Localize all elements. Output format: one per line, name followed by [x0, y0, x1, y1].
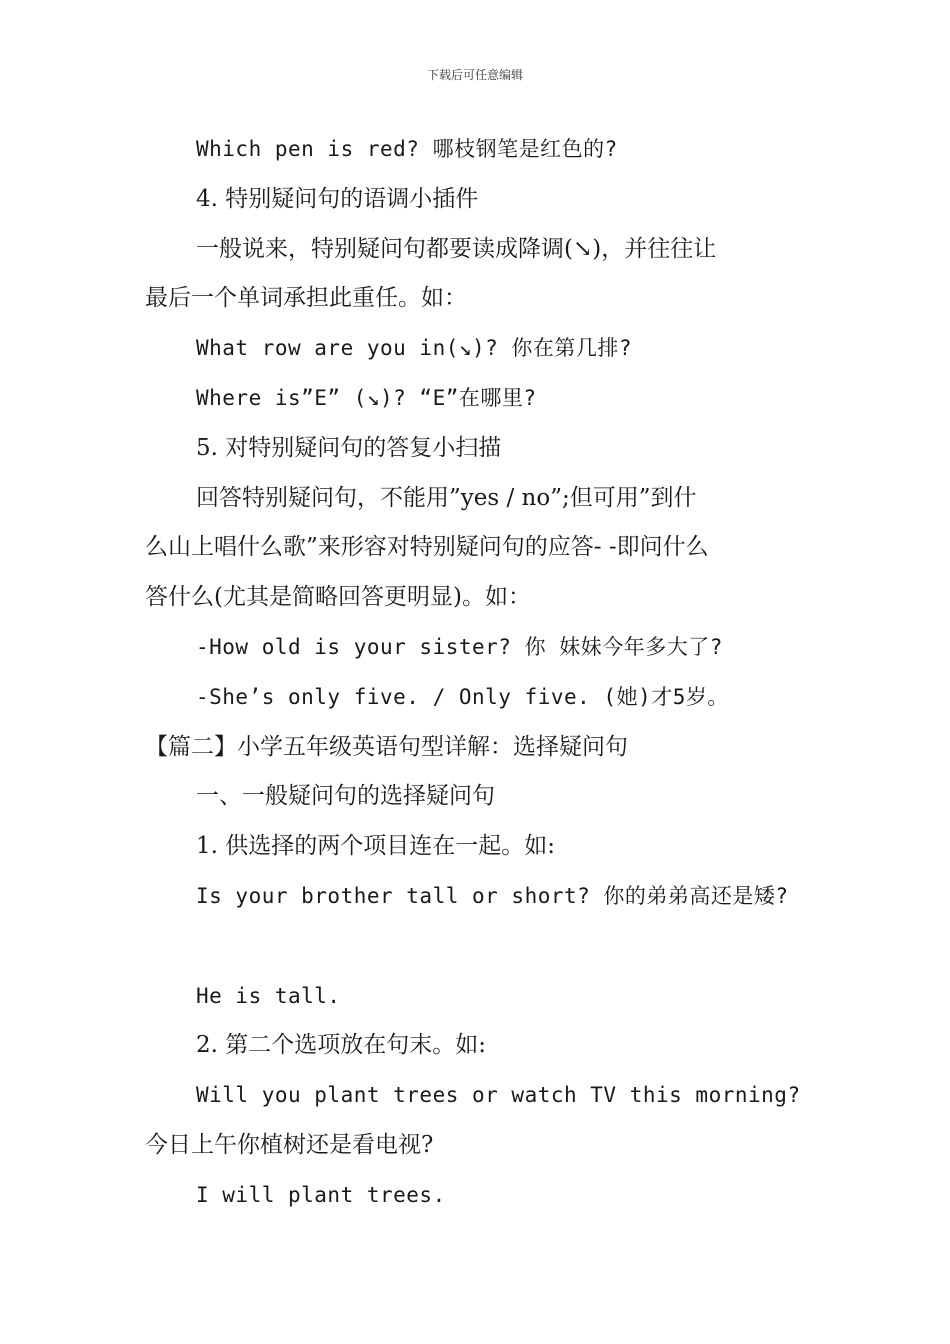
- text-line: 一般说来，特别疑问句都要读成降调(↘)，并往往让: [196, 235, 717, 262]
- text-line: 今日上午你植树还是看电视?: [145, 1131, 434, 1158]
- text-line: 2. 第二个选项放在句末。如:: [196, 1032, 487, 1059]
- text-line: 回答特别疑问句，不能用”yes / no”;但可用”到什: [196, 484, 697, 511]
- section-heading: 4. 特别疑问句的语调小插件: [196, 185, 479, 212]
- example-line: He is tall.: [196, 983, 341, 1008]
- document-body: [145, 125, 815, 1221]
- text-line: 1. 供选择的两个项目连在一起。如:: [196, 833, 556, 860]
- example-line: -She’s only five. / Only five. (她)才5岁。: [196, 684, 729, 709]
- text-line: Which pen is red? 哪枝钢笔是红色的?: [196, 137, 618, 161]
- blank-line: [145, 922, 815, 972]
- chapter-title: 【篇二】小学五年级英语句型详解：选择疑问句: [145, 733, 628, 760]
- section-heading: 5. 对特别疑问句的答复小扫描: [196, 434, 502, 461]
- text-line: 么山上唱什么歌”来形容对特别疑问句的应答- -即问什么: [145, 534, 709, 561]
- example-line: What row are you in(↘)? 你在第几排?: [196, 336, 633, 361]
- example-line: Will you plant trees or watch TV this morning?: [196, 1083, 801, 1108]
- section-heading: 一、一般疑问句的选择疑问句: [196, 783, 495, 810]
- example-line: Is your brother tall or short? 你的弟弟高还是矮?: [196, 883, 789, 908]
- page-header: 下载后可任意编辑: [426, 68, 523, 82]
- text-line: 答什么(尤其是简略回答更明显)。如：: [145, 584, 531, 611]
- example-line: I will plant trees.: [196, 1182, 446, 1207]
- example-line: -How old is your sister? 你 妹妹今年多大了?: [196, 634, 723, 659]
- example-line: Where is”E” (↘)? “E”在哪里?: [196, 385, 537, 410]
- text-line: 最后一个单词承担此重任。如：: [145, 285, 467, 312]
